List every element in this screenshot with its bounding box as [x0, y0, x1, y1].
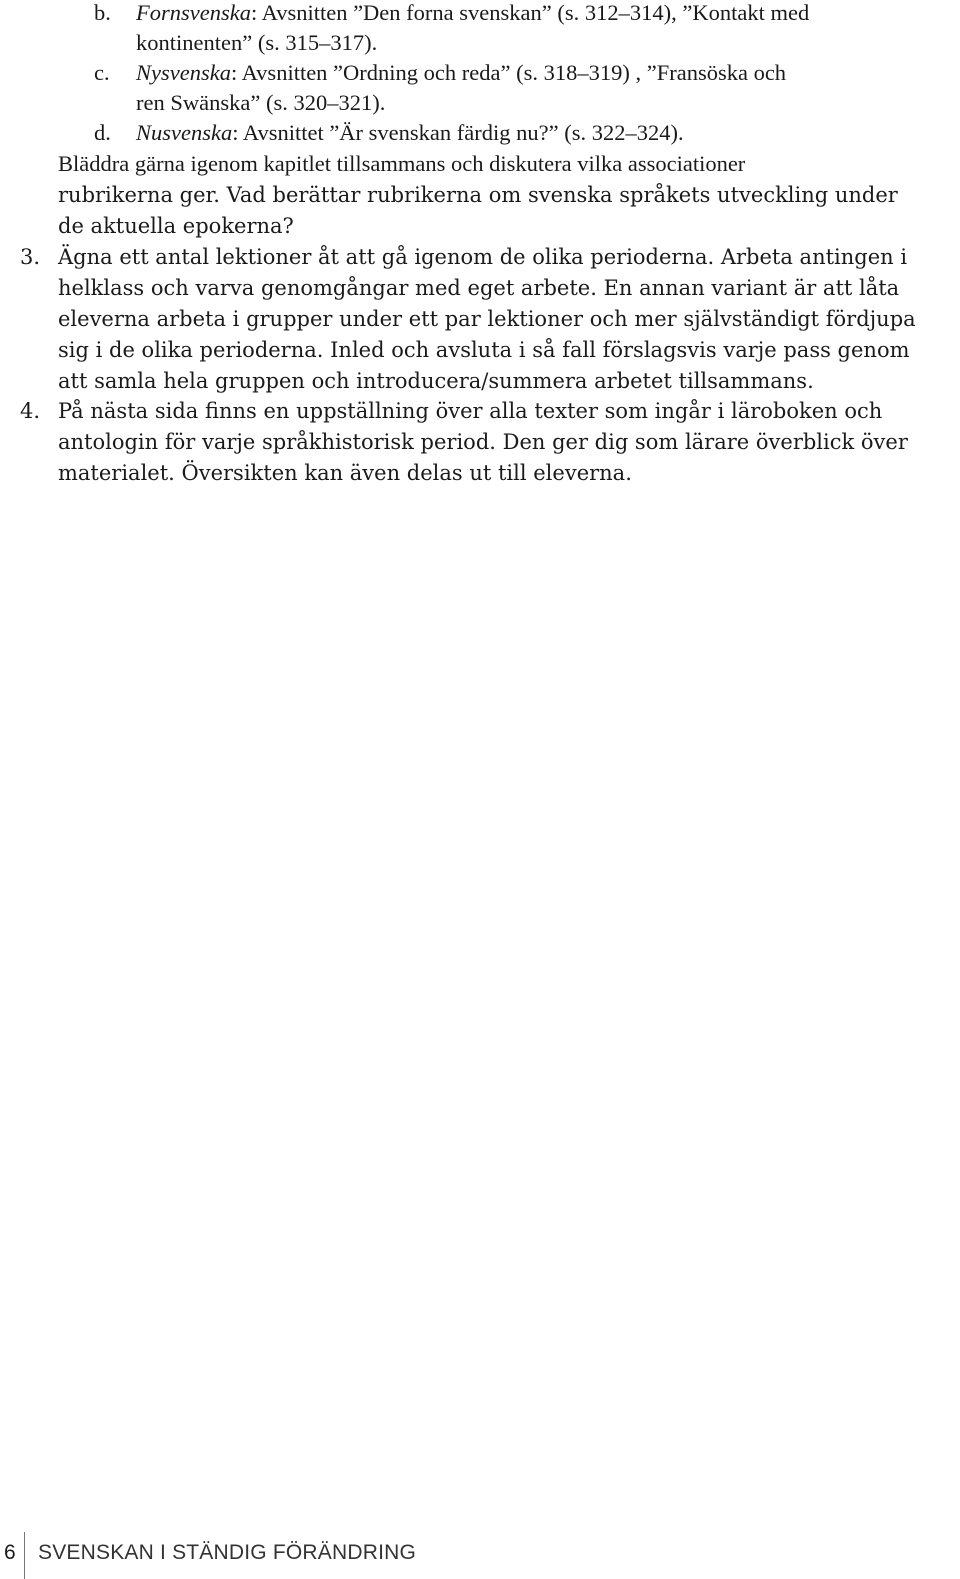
- sub-item-b-line1: [136, 0, 809, 28]
- sub-item-c-line2: ren Swänska” (s. 320–321).: [136, 90, 386, 115]
- sub-item-marker: d.: [94, 120, 111, 145]
- running-title: SVENSKAN I STÄNDIG FÖRÄNDRING: [38, 1541, 417, 1564]
- era-name: Nysvenska: [136, 60, 231, 85]
- sub-item-text: : Avsnitten ”Ordning och reda” (s. 318–319) , ”Fransöska och: [230, 60, 787, 85]
- footer-divider: [24, 1532, 25, 1579]
- sub-item-text: : Avsnitten ”Den forna svenskan” (s. 312–314), ”Kontakt med: [250, 0, 810, 25]
- paragraph-line: Bläddra gärna igenom kapitlet tillsammans och diskutera vilka associationer: [58, 151, 746, 176]
- step-line: materialet. Översikten kan även delas ut till eleverna.: [58, 461, 632, 485]
- sub-item-d-line1: [136, 118, 684, 148]
- paragraph-line: rubrikerna ger. Vad berättar rubrikerna om svenska språkets utveckling under: [58, 183, 898, 207]
- step-line: På nästa sida finns en uppställning över alla texter som ingår i läroboken och: [58, 399, 883, 423]
- step-number: 3.: [20, 245, 41, 269]
- sub-item-b-line2: kontinenten” (s. 315–317).: [136, 30, 378, 55]
- step-number: 4.: [20, 399, 41, 423]
- sub-item-marker: b.: [94, 0, 111, 25]
- sub-item-c-line1: [136, 58, 786, 88]
- era-name: Fornsvenska: [136, 0, 251, 25]
- step-line: att samla hela gruppen och introducera/summera arbetet tillsammans.: [58, 369, 814, 393]
- step-line: eleverna arbeta i grupper under ett par lektioner och mer självständigt fördjupa: [58, 307, 916, 331]
- step-line: helklass och varva genomgångar med eget arbete. En annan variant är att låta: [58, 276, 900, 300]
- page-number: 6: [4, 1541, 16, 1564]
- step-line: antologin för varje språkhistorisk period. Den ger dig som lärare överblick över: [58, 430, 908, 454]
- sub-item-text: : Avsnittet ”Är svenskan färdig nu?” (s. 322–324).: [232, 120, 684, 145]
- step-line: sig i de olika perioderna. Inled och avsluta i så fall förslagsvis varje pass genom: [58, 338, 910, 362]
- sub-item-marker: c.: [94, 60, 110, 85]
- step-line: Ägna ett antal lektioner åt att gå igenom de olika perioderna. Arbeta antingen i: [58, 245, 908, 269]
- paragraph-line: de aktuella epokerna?: [58, 214, 294, 238]
- era-name: Nusvenska: [136, 120, 233, 145]
